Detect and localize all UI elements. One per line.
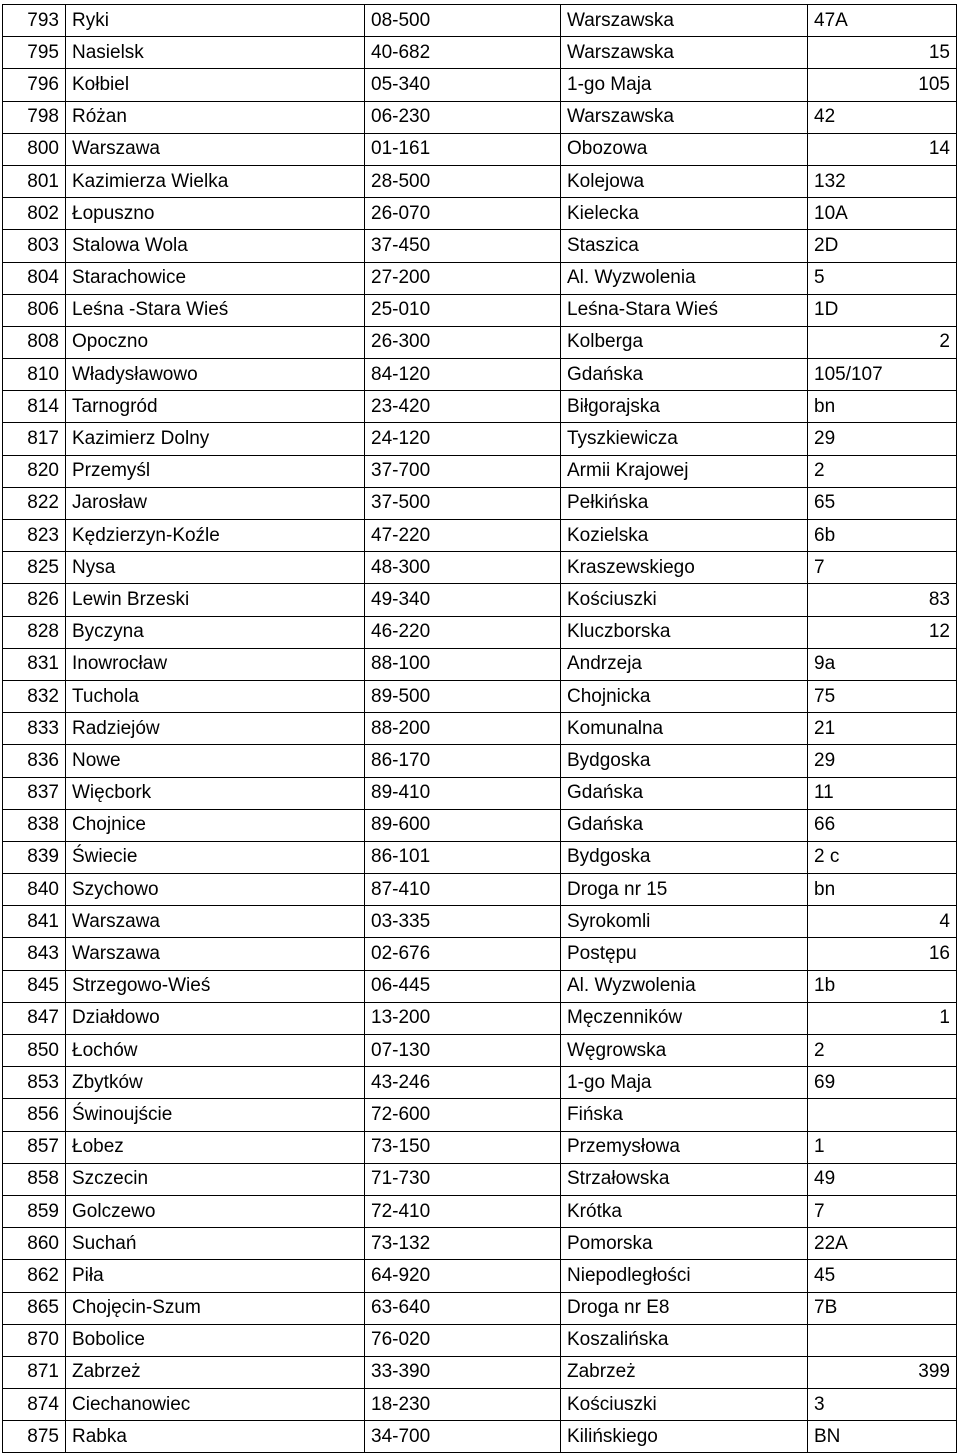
row-number-cell: 845 — [3, 970, 66, 1002]
building-number-cell: 49 — [808, 1163, 957, 1195]
postal-code-cell: 37-500 — [365, 487, 561, 519]
postal-code-cell: 73-132 — [365, 1228, 561, 1260]
postal-code-cell: 05-340 — [365, 69, 561, 101]
postal-code-cell: 86-170 — [365, 745, 561, 777]
row-number-cell: 858 — [3, 1163, 66, 1195]
city-cell: Działdowo — [66, 1002, 365, 1034]
city-cell: Chojęcin-Szum — [66, 1292, 365, 1324]
table-row — [3, 1131, 957, 1163]
building-number-cell: 65 — [808, 487, 957, 519]
city-cell: Lewin Brzeski — [66, 584, 365, 616]
row-number-cell: 853 — [3, 1067, 66, 1099]
street-cell: Armii Krajowej — [561, 455, 808, 487]
street-cell: Warszawska — [561, 5, 808, 37]
street-cell: Komunalna — [561, 713, 808, 745]
building-number-cell: 66 — [808, 809, 957, 841]
street-cell: Węgrowska — [561, 1035, 808, 1067]
building-number-cell: 4 — [808, 906, 957, 938]
street-cell: Warszawska — [561, 37, 808, 69]
row-number-cell: 850 — [3, 1035, 66, 1067]
building-number-cell: 29 — [808, 745, 957, 777]
street-cell: Al. Wyzwolenia — [561, 262, 808, 294]
building-number-cell: bn — [808, 874, 957, 906]
city-cell: Golczewo — [66, 1195, 365, 1227]
street-cell: Kolberga — [561, 326, 808, 358]
street-cell: Obozowa — [561, 133, 808, 165]
building-number-cell: 1 — [808, 1131, 957, 1163]
street-cell: 1-go Maja — [561, 1067, 808, 1099]
city-cell: Świecie — [66, 841, 365, 873]
street-cell: Krótka — [561, 1195, 808, 1227]
table-row — [3, 874, 957, 906]
row-number-cell: 804 — [3, 262, 66, 294]
postal-code-cell: 25-010 — [365, 294, 561, 326]
postal-code-cell: 37-700 — [365, 455, 561, 487]
building-number-cell: 105/107 — [808, 359, 957, 391]
row-number-cell: 832 — [3, 680, 66, 712]
table-row — [3, 1067, 957, 1099]
row-number-cell: 833 — [3, 713, 66, 745]
postal-code-cell: 89-410 — [365, 777, 561, 809]
table-row — [3, 391, 957, 423]
building-number-cell: BN — [808, 1421, 957, 1453]
table-row — [3, 37, 957, 69]
street-cell: Gdańska — [561, 359, 808, 391]
row-number-cell: 870 — [3, 1324, 66, 1356]
building-number-cell: 1b — [808, 970, 957, 1002]
city-cell: Radziejów — [66, 713, 365, 745]
postal-code-cell: 88-100 — [365, 648, 561, 680]
building-number-cell: 1D — [808, 294, 957, 326]
table-row — [3, 680, 957, 712]
building-number-cell: 7 — [808, 552, 957, 584]
postal-code-cell: 87-410 — [365, 874, 561, 906]
city-cell: Ryki — [66, 5, 365, 37]
street-cell: Bydgoska — [561, 841, 808, 873]
table-row — [3, 809, 957, 841]
table-row — [3, 841, 957, 873]
postal-code-cell: 18-230 — [365, 1389, 561, 1421]
table-row — [3, 487, 957, 519]
street-cell: Kilińskiego — [561, 1421, 808, 1453]
postal-code-cell: 37-450 — [365, 230, 561, 262]
row-number-cell: 828 — [3, 616, 66, 648]
table-row — [3, 777, 957, 809]
row-number-cell: 874 — [3, 1389, 66, 1421]
postal-code-cell: 86-101 — [365, 841, 561, 873]
row-number-cell: 865 — [3, 1292, 66, 1324]
row-number-cell: 856 — [3, 1099, 66, 1131]
building-number-cell: 21 — [808, 713, 957, 745]
row-number-cell: 800 — [3, 133, 66, 165]
row-number-cell: 826 — [3, 584, 66, 616]
row-number-cell: 825 — [3, 552, 66, 584]
row-number-cell: 836 — [3, 745, 66, 777]
row-number-cell: 839 — [3, 841, 66, 873]
city-cell: Kazimierza Wielka — [66, 165, 365, 197]
building-number-cell: 7B — [808, 1292, 957, 1324]
table-row — [3, 165, 957, 197]
row-number-cell: 860 — [3, 1228, 66, 1260]
city-cell: Łochów — [66, 1035, 365, 1067]
building-number-cell: 2 c — [808, 841, 957, 873]
street-cell: Staszica — [561, 230, 808, 262]
building-number-cell: 3 — [808, 1389, 957, 1421]
postal-code-cell: 43-246 — [365, 1067, 561, 1099]
city-cell: Zabrzeż — [66, 1356, 365, 1388]
table-row — [3, 1292, 957, 1324]
street-cell: Kościuszki — [561, 584, 808, 616]
row-number-cell: 847 — [3, 1002, 66, 1034]
row-number-cell: 838 — [3, 809, 66, 841]
street-cell: Kościuszki — [561, 1389, 808, 1421]
table-row — [3, 552, 957, 584]
city-cell: Nasielsk — [66, 37, 365, 69]
street-cell: Zabrzeż — [561, 1356, 808, 1388]
postal-code-cell: 33-390 — [365, 1356, 561, 1388]
street-cell: Droga nr 15 — [561, 874, 808, 906]
building-number-cell: 2 — [808, 1035, 957, 1067]
postal-code-cell: 76-020 — [365, 1324, 561, 1356]
building-number-cell: 12 — [808, 616, 957, 648]
city-cell: Więcbork — [66, 777, 365, 809]
building-number-cell: 132 — [808, 165, 957, 197]
building-number-cell: 14 — [808, 133, 957, 165]
table-row — [3, 101, 957, 133]
street-cell: Al. Wyzwolenia — [561, 970, 808, 1002]
city-cell: Tarnogród — [66, 391, 365, 423]
city-cell: Szychowo — [66, 874, 365, 906]
row-number-cell: 796 — [3, 69, 66, 101]
city-cell: Rabka — [66, 1421, 365, 1453]
street-cell: Tyszkiewicza — [561, 423, 808, 455]
city-cell: Warszawa — [66, 133, 365, 165]
row-number-cell: 806 — [3, 294, 66, 326]
row-number-cell: 814 — [3, 391, 66, 423]
city-cell: Opoczno — [66, 326, 365, 358]
table-row — [3, 326, 957, 358]
street-cell: Kolejowa — [561, 165, 808, 197]
table-row — [3, 1324, 957, 1356]
table-row — [3, 133, 957, 165]
building-number-cell — [808, 1324, 957, 1356]
row-number-cell: 859 — [3, 1195, 66, 1227]
city-cell: Byczyna — [66, 616, 365, 648]
table-row — [3, 1163, 957, 1195]
postal-code-cell: 27-200 — [365, 262, 561, 294]
table-row — [3, 294, 957, 326]
postal-code-cell: 08-500 — [365, 5, 561, 37]
building-number-cell: 29 — [808, 423, 957, 455]
city-cell: Strzegowo-Wieś — [66, 970, 365, 1002]
street-cell: Warszawska — [561, 101, 808, 133]
building-number-cell: 2 — [808, 455, 957, 487]
postal-code-cell: 13-200 — [365, 1002, 561, 1034]
table-row — [3, 584, 957, 616]
city-cell: Starachowice — [66, 262, 365, 294]
table-row — [3, 1389, 957, 1421]
city-cell: Świnoujście — [66, 1099, 365, 1131]
postal-code-cell: 26-070 — [365, 198, 561, 230]
street-cell: Kozielska — [561, 520, 808, 552]
table-row — [3, 359, 957, 391]
postal-code-cell: 46-220 — [365, 616, 561, 648]
row-number-cell: 840 — [3, 874, 66, 906]
street-cell: Bydgoska — [561, 745, 808, 777]
city-cell: Kołbiel — [66, 69, 365, 101]
table-row — [3, 1002, 957, 1034]
city-cell: Ciechanowiec — [66, 1389, 365, 1421]
postal-code-cell: 72-410 — [365, 1195, 561, 1227]
postal-code-cell: 64-920 — [365, 1260, 561, 1292]
street-cell: Leśna-Stara Wieś — [561, 294, 808, 326]
postal-code-cell: 89-600 — [365, 809, 561, 841]
city-cell: Bobolice — [66, 1324, 365, 1356]
row-number-cell: 803 — [3, 230, 66, 262]
table-row — [3, 1099, 957, 1131]
table-row — [3, 1356, 957, 1388]
row-number-cell: 795 — [3, 37, 66, 69]
postal-code-cell: 49-340 — [365, 584, 561, 616]
city-cell: Jarosław — [66, 487, 365, 519]
postal-code-cell: 40-682 — [365, 37, 561, 69]
row-number-cell: 801 — [3, 165, 66, 197]
row-number-cell: 808 — [3, 326, 66, 358]
building-number-cell: 7 — [808, 1195, 957, 1227]
row-number-cell: 810 — [3, 359, 66, 391]
building-number-cell: 16 — [808, 938, 957, 970]
city-cell: Szczecin — [66, 1163, 365, 1195]
postal-code-cell: 73-150 — [365, 1131, 561, 1163]
street-cell: Fińska — [561, 1099, 808, 1131]
row-number-cell: 875 — [3, 1421, 66, 1453]
row-number-cell: 820 — [3, 455, 66, 487]
building-number-cell: 22A — [808, 1228, 957, 1260]
building-number-cell: 10A — [808, 198, 957, 230]
table-row — [3, 648, 957, 680]
table-row — [3, 230, 957, 262]
table-row — [3, 1035, 957, 1067]
building-number-cell: 75 — [808, 680, 957, 712]
table-row — [3, 69, 957, 101]
street-cell: Biłgorajska — [561, 391, 808, 423]
row-number-cell: 871 — [3, 1356, 66, 1388]
postal-code-cell: 72-600 — [365, 1099, 561, 1131]
postal-code-cell: 23-420 — [365, 391, 561, 423]
row-number-cell: 802 — [3, 198, 66, 230]
table-row — [3, 1195, 957, 1227]
city-cell: Łopuszno — [66, 198, 365, 230]
postal-code-cell: 24-120 — [365, 423, 561, 455]
postal-code-cell: 84-120 — [365, 359, 561, 391]
city-cell: Piła — [66, 1260, 365, 1292]
street-cell: Droga nr E8 — [561, 1292, 808, 1324]
building-number-cell: 1 — [808, 1002, 957, 1034]
postal-code-cell: 01-161 — [365, 133, 561, 165]
address-table-body — [3, 5, 957, 1453]
building-number-cell: 105 — [808, 69, 957, 101]
table-row — [3, 745, 957, 777]
building-number-cell: 2D — [808, 230, 957, 262]
address-table — [2, 4, 957, 1453]
building-number-cell — [808, 1099, 957, 1131]
city-cell: Tuchola — [66, 680, 365, 712]
building-number-cell: 6b — [808, 520, 957, 552]
table-row — [3, 906, 957, 938]
building-number-cell: 15 — [808, 37, 957, 69]
table-row — [3, 616, 957, 648]
city-cell: Kędzierzyn-Koźle — [66, 520, 365, 552]
city-cell: Przemyśl — [66, 455, 365, 487]
city-cell: Nowe — [66, 745, 365, 777]
row-number-cell: 823 — [3, 520, 66, 552]
row-number-cell: 857 — [3, 1131, 66, 1163]
postal-code-cell: 06-445 — [365, 970, 561, 1002]
building-number-cell: 11 — [808, 777, 957, 809]
postal-code-cell: 48-300 — [365, 552, 561, 584]
street-cell: 1-go Maja — [561, 69, 808, 101]
city-cell: Władysławowo — [66, 359, 365, 391]
street-cell: Chojnicka — [561, 680, 808, 712]
table-row — [3, 198, 957, 230]
street-cell: Przemysłowa — [561, 1131, 808, 1163]
postal-code-cell: 03-335 — [365, 906, 561, 938]
building-number-cell: bn — [808, 391, 957, 423]
building-number-cell: 47A — [808, 5, 957, 37]
postal-code-cell: 06-230 — [365, 101, 561, 133]
city-cell: Łobez — [66, 1131, 365, 1163]
table-row — [3, 1228, 957, 1260]
city-cell: Kazimierz Dolny — [66, 423, 365, 455]
city-cell: Zbytków — [66, 1067, 365, 1099]
street-cell: Niepodległości — [561, 1260, 808, 1292]
street-cell: Postępu — [561, 938, 808, 970]
street-cell: Gdańska — [561, 777, 808, 809]
street-cell: Pełkińska — [561, 487, 808, 519]
row-number-cell: 822 — [3, 487, 66, 519]
postal-code-cell: 89-500 — [365, 680, 561, 712]
row-number-cell: 843 — [3, 938, 66, 970]
street-cell: Syrokomli — [561, 906, 808, 938]
building-number-cell: 42 — [808, 101, 957, 133]
street-cell: Kluczborska — [561, 616, 808, 648]
table-row — [3, 520, 957, 552]
row-number-cell: 798 — [3, 101, 66, 133]
row-number-cell: 841 — [3, 906, 66, 938]
building-number-cell: 45 — [808, 1260, 957, 1292]
table-row — [3, 5, 957, 37]
postal-code-cell: 34-700 — [365, 1421, 561, 1453]
city-cell: Inowrocław — [66, 648, 365, 680]
building-number-cell: 83 — [808, 584, 957, 616]
street-cell: Pomorska — [561, 1228, 808, 1260]
city-cell: Warszawa — [66, 938, 365, 970]
postal-code-cell: 26-300 — [365, 326, 561, 358]
table-row — [3, 938, 957, 970]
city-cell: Leśna -Stara Wieś — [66, 294, 365, 326]
street-cell: Andrzeja — [561, 648, 808, 680]
table-row — [3, 1421, 957, 1453]
postal-code-cell: 88-200 — [365, 713, 561, 745]
row-number-cell: 831 — [3, 648, 66, 680]
street-cell: Koszalińska — [561, 1324, 808, 1356]
city-cell: Suchań — [66, 1228, 365, 1260]
postal-code-cell: 63-640 — [365, 1292, 561, 1324]
street-cell: Kraszewskiego — [561, 552, 808, 584]
building-number-cell: 9a — [808, 648, 957, 680]
row-number-cell: 862 — [3, 1260, 66, 1292]
building-number-cell: 2 — [808, 326, 957, 358]
postal-code-cell: 07-130 — [365, 1035, 561, 1067]
city-cell: Warszawa — [66, 906, 365, 938]
city-cell: Chojnice — [66, 809, 365, 841]
row-number-cell: 793 — [3, 5, 66, 37]
table-row — [3, 423, 957, 455]
table-row — [3, 455, 957, 487]
postal-code-cell: 71-730 — [365, 1163, 561, 1195]
building-number-cell: 399 — [808, 1356, 957, 1388]
city-cell: Stalowa Wola — [66, 230, 365, 262]
street-cell: Strzałowska — [561, 1163, 808, 1195]
row-number-cell: 817 — [3, 423, 66, 455]
city-cell: Nysa — [66, 552, 365, 584]
row-number-cell: 837 — [3, 777, 66, 809]
postal-code-cell: 47-220 — [365, 520, 561, 552]
building-number-cell: 69 — [808, 1067, 957, 1099]
street-cell: Męczenników — [561, 1002, 808, 1034]
table-row — [3, 262, 957, 294]
postal-code-cell: 28-500 — [365, 165, 561, 197]
street-cell: Gdańska — [561, 809, 808, 841]
building-number-cell: 5 — [808, 262, 957, 294]
table-row — [3, 713, 957, 745]
postal-code-cell: 02-676 — [365, 938, 561, 970]
table-row — [3, 1260, 957, 1292]
city-cell: Różan — [66, 101, 365, 133]
street-cell: Kielecka — [561, 198, 808, 230]
table-row — [3, 970, 957, 1002]
